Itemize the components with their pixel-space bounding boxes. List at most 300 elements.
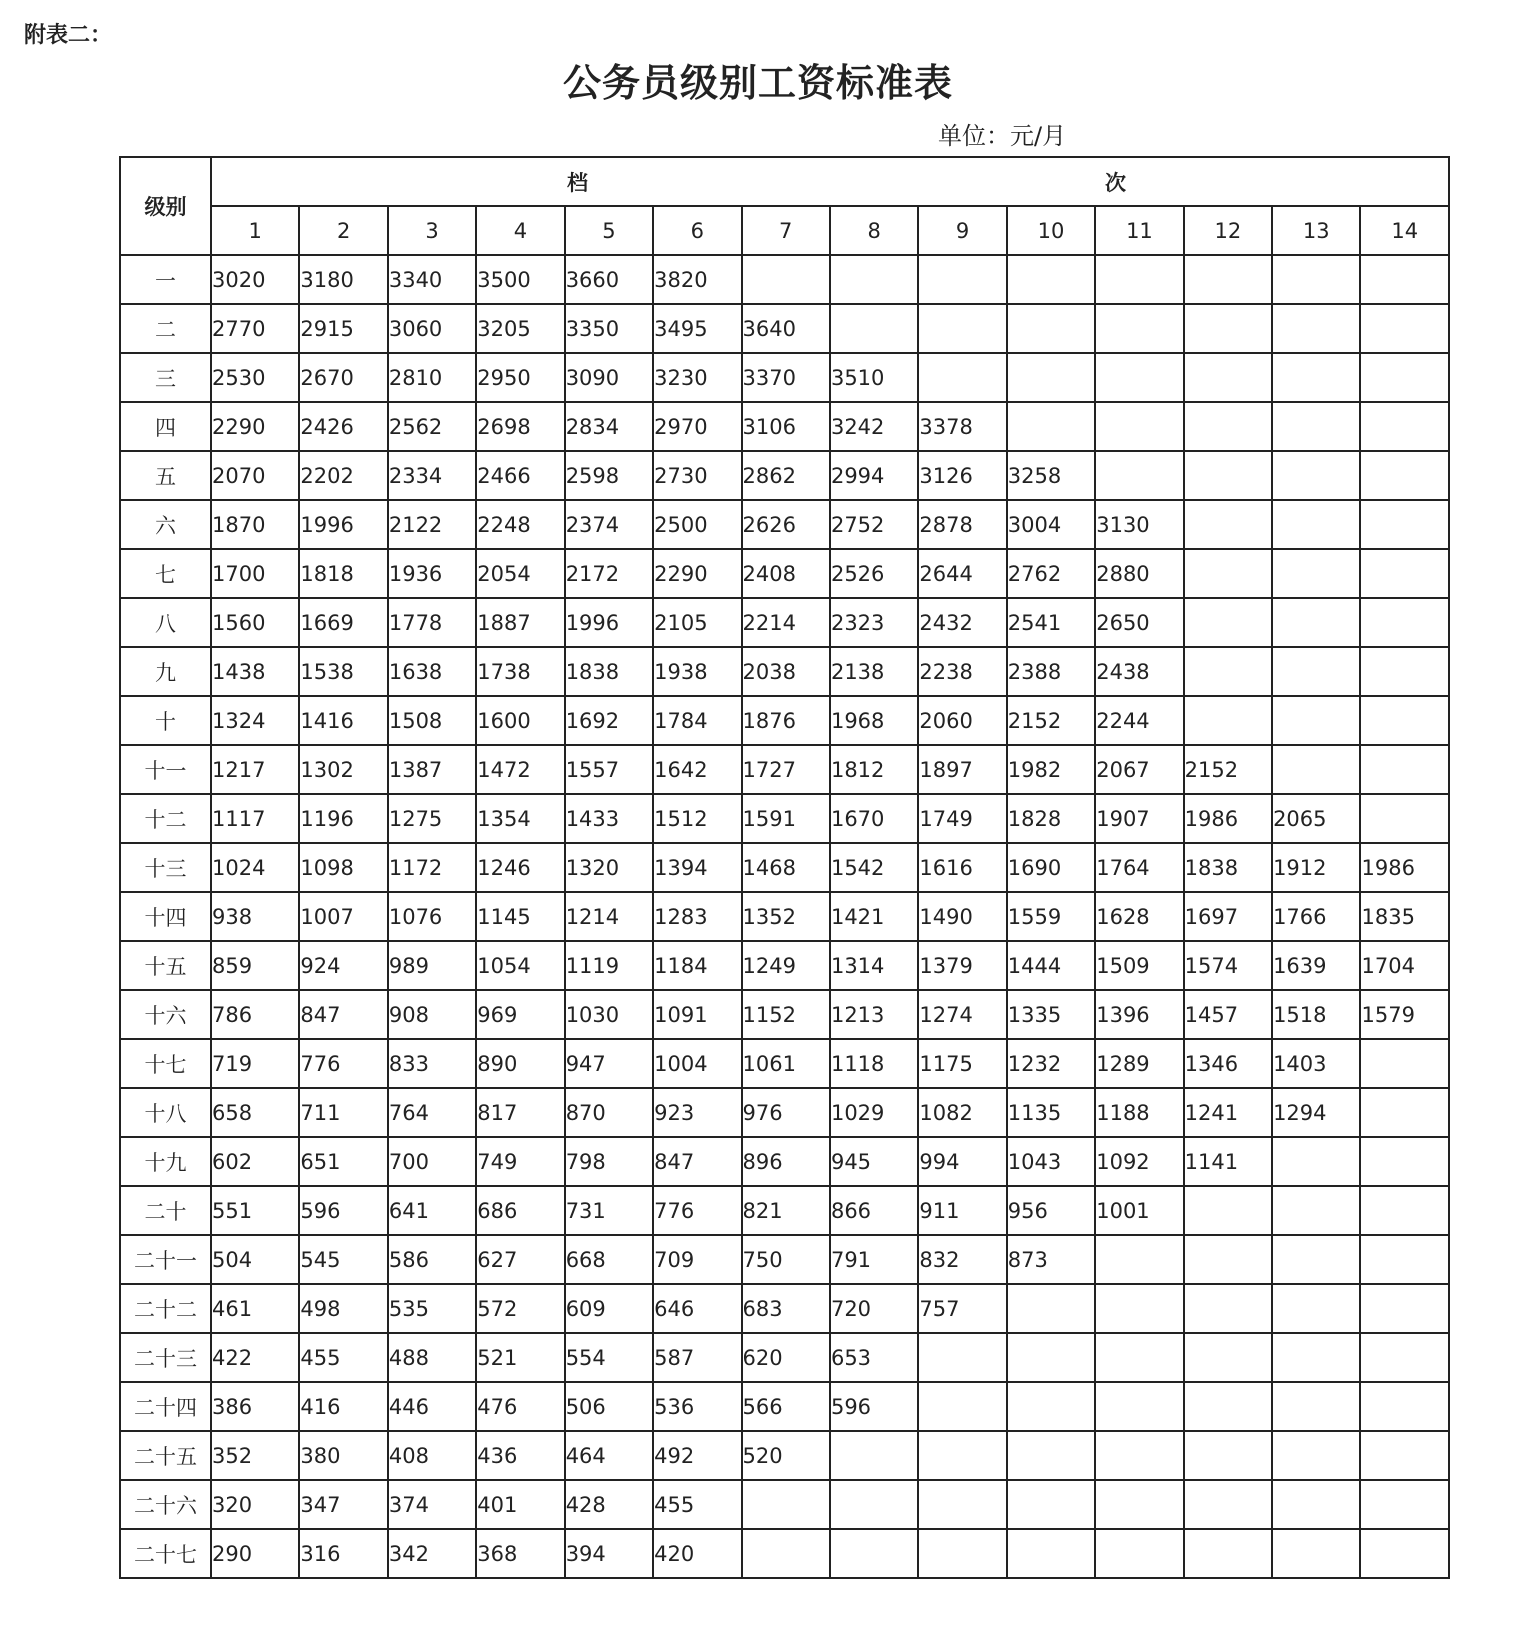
salary-cell: 2323 — [830, 598, 918, 647]
grade-cell: 一 — [120, 255, 211, 304]
salary-cell — [918, 304, 1006, 353]
salary-cell — [918, 353, 1006, 402]
salary-cell — [830, 1431, 918, 1480]
salary-cell — [1095, 1529, 1183, 1578]
salary-cell: 1557 — [565, 745, 653, 794]
salary-cell: 1986 — [1360, 843, 1449, 892]
grade-cell: 十 — [120, 696, 211, 745]
grade-cell: 二十四 — [120, 1382, 211, 1431]
salary-cell: 596 — [299, 1186, 387, 1235]
salary-cell: 352 — [211, 1431, 299, 1480]
salary-cell: 2752 — [830, 500, 918, 549]
salary-cell: 401 — [476, 1480, 564, 1529]
salary-cell: 1054 — [476, 941, 564, 990]
salary-cell — [1095, 304, 1183, 353]
salary-cell: 749 — [476, 1137, 564, 1186]
salary-cell: 1778 — [388, 598, 476, 647]
salary-cell — [1272, 402, 1360, 451]
grade-cell: 二十 — [120, 1186, 211, 1235]
salary-cell: 436 — [476, 1431, 564, 1480]
salary-cell: 1029 — [830, 1088, 918, 1137]
salary-cell — [918, 1382, 1006, 1431]
salary-cell — [830, 1480, 918, 1529]
salary-cell: 1302 — [299, 745, 387, 794]
salary-cell: 2770 — [211, 304, 299, 353]
grade-cell: 二十五 — [120, 1431, 211, 1480]
salary-cell: 446 — [388, 1382, 476, 1431]
salary-cell: 1320 — [565, 843, 653, 892]
salary-cell: 1117 — [211, 794, 299, 843]
table-row — [120, 1382, 1449, 1431]
salary-cell: 1986 — [1184, 794, 1272, 843]
salary-cell: 2598 — [565, 451, 653, 500]
salary-cell: 506 — [565, 1382, 653, 1431]
salary-cell: 3230 — [653, 353, 741, 402]
salary-cell: 658 — [211, 1088, 299, 1137]
salary-cell: 847 — [653, 1137, 741, 1186]
salary-cell: 535 — [388, 1284, 476, 1333]
salary-cell: 2438 — [1095, 647, 1183, 696]
step-number-cell: 1 — [211, 206, 299, 255]
salary-cell: 545 — [299, 1235, 387, 1284]
step-number-cell: 14 — [1360, 206, 1449, 255]
salary-cell: 1509 — [1095, 941, 1183, 990]
salary-cell: 976 — [742, 1088, 830, 1137]
salary-cell: 1727 — [742, 745, 830, 794]
salary-cell — [1095, 1333, 1183, 1382]
salary-cell: 1379 — [918, 941, 1006, 990]
salary-cell: 1091 — [653, 990, 741, 1039]
salary-cell: 956 — [1007, 1186, 1095, 1235]
salary-cell — [1095, 255, 1183, 304]
salary-cell: 1690 — [1007, 843, 1095, 892]
grade-cell: 十九 — [120, 1137, 211, 1186]
salary-cell: 1638 — [388, 647, 476, 696]
salary-cell — [742, 1480, 830, 1529]
salary-cell: 1274 — [918, 990, 1006, 1039]
step-number-row — [120, 206, 1449, 255]
salary-cell: 1876 — [742, 696, 830, 745]
grade-header: 级别 — [120, 157, 211, 255]
step-number-cell: 13 — [1272, 206, 1360, 255]
salary-cell: 2562 — [388, 402, 476, 451]
salary-cell — [742, 1529, 830, 1578]
salary-cell — [1272, 353, 1360, 402]
salary-cell: 2408 — [742, 549, 830, 598]
salary-cell: 551 — [211, 1186, 299, 1235]
salary-cell — [1095, 402, 1183, 451]
salary-cell: 1468 — [742, 843, 830, 892]
salary-cell — [1184, 255, 1272, 304]
salary-table — [119, 156, 1450, 1579]
salary-cell: 461 — [211, 1284, 299, 1333]
salary-cell — [1184, 549, 1272, 598]
salary-cell: 2994 — [830, 451, 918, 500]
salary-cell: 786 — [211, 990, 299, 1039]
salary-cell — [1095, 1431, 1183, 1480]
salary-cell — [1360, 1137, 1449, 1186]
salary-cell — [1184, 1529, 1272, 1578]
salary-cell: 1352 — [742, 892, 830, 941]
salary-cell: 586 — [388, 1235, 476, 1284]
salary-cell: 890 — [476, 1039, 564, 1088]
salary-cell — [1184, 1186, 1272, 1235]
step-header-right: 次 — [1105, 170, 1126, 195]
salary-cell: 1591 — [742, 794, 830, 843]
salary-cell: 1512 — [653, 794, 741, 843]
salary-cell — [1360, 255, 1449, 304]
salary-cell — [1184, 402, 1272, 451]
salary-cell: 1196 — [299, 794, 387, 843]
salary-cell: 498 — [299, 1284, 387, 1333]
salary-cell: 1387 — [388, 745, 476, 794]
salary-cell: 3378 — [918, 402, 1006, 451]
grade-cell: 二十七 — [120, 1529, 211, 1578]
salary-cell: 1092 — [1095, 1137, 1183, 1186]
salary-cell: 870 — [565, 1088, 653, 1137]
salary-cell — [1360, 598, 1449, 647]
salary-cell: 3126 — [918, 451, 1006, 500]
salary-cell — [1095, 353, 1183, 402]
step-number-cell: 11 — [1095, 206, 1183, 255]
salary-cell: 750 — [742, 1235, 830, 1284]
salary-cell: 3258 — [1007, 451, 1095, 500]
salary-cell: 821 — [742, 1186, 830, 1235]
salary-cell — [1184, 598, 1272, 647]
salary-cell: 873 — [1007, 1235, 1095, 1284]
table-row — [120, 892, 1449, 941]
salary-cell — [1184, 1235, 1272, 1284]
salary-cell: 832 — [918, 1235, 1006, 1284]
grade-cell: 二十六 — [120, 1480, 211, 1529]
table-row — [120, 353, 1449, 402]
salary-cell: 2334 — [388, 451, 476, 500]
salary-cell — [1272, 745, 1360, 794]
salary-cell: 1172 — [388, 843, 476, 892]
salary-cell — [1360, 500, 1449, 549]
salary-cell: 2172 — [565, 549, 653, 598]
salary-cell: 1119 — [565, 941, 653, 990]
salary-cell — [918, 1333, 1006, 1382]
salary-cell — [1272, 549, 1360, 598]
salary-cell: 1275 — [388, 794, 476, 843]
page-title: 公务员级别工资标准表 — [562, 61, 953, 105]
salary-cell: 609 — [565, 1284, 653, 1333]
salary-cell: 757 — [918, 1284, 1006, 1333]
salary-cell: 1642 — [653, 745, 741, 794]
table-row — [120, 1284, 1449, 1333]
salary-cell: 686 — [476, 1186, 564, 1235]
salary-cell: 1560 — [211, 598, 299, 647]
grade-cell: 十八 — [120, 1088, 211, 1137]
step-number-cell: 4 — [476, 206, 564, 255]
salary-cell: 896 — [742, 1137, 830, 1186]
salary-cell — [1272, 255, 1360, 304]
salary-cell: 536 — [653, 1382, 741, 1431]
table-row — [120, 990, 1449, 1039]
salary-cell: 1314 — [830, 941, 918, 990]
salary-cell — [1095, 1382, 1183, 1431]
salary-cell: 1559 — [1007, 892, 1095, 941]
step-number-cell: 7 — [742, 206, 830, 255]
salary-cell: 1838 — [565, 647, 653, 696]
salary-cell — [1360, 451, 1449, 500]
salary-cell — [1184, 1382, 1272, 1431]
salary-cell: 554 — [565, 1333, 653, 1382]
salary-cell — [1360, 1333, 1449, 1382]
salary-cell: 1004 — [653, 1039, 741, 1088]
salary-cell — [1360, 1529, 1449, 1578]
salary-cell: 1766 — [1272, 892, 1360, 941]
salary-cell — [1360, 696, 1449, 745]
salary-cell: 572 — [476, 1284, 564, 1333]
salary-cell: 798 — [565, 1137, 653, 1186]
salary-cell: 700 — [388, 1137, 476, 1186]
salary-cell: 596 — [830, 1382, 918, 1431]
salary-cell: 1188 — [1095, 1088, 1183, 1137]
salary-cell: 3640 — [742, 304, 830, 353]
salary-cell — [1007, 1333, 1095, 1382]
salary-cell — [1184, 1480, 1272, 1529]
salary-cell: 1936 — [388, 549, 476, 598]
step-header-left: 档 — [567, 170, 588, 195]
salary-cell: 908 — [388, 990, 476, 1039]
salary-cell: 1472 — [476, 745, 564, 794]
salary-cell — [1360, 1431, 1449, 1480]
salary-cell: 1542 — [830, 843, 918, 892]
salary-cell — [1272, 696, 1360, 745]
table-row — [120, 549, 1449, 598]
grade-cell: 二十三 — [120, 1333, 211, 1382]
salary-cell: 1403 — [1272, 1039, 1360, 1088]
salary-cell: 504 — [211, 1235, 299, 1284]
salary-cell: 3242 — [830, 402, 918, 451]
salary-cell — [1007, 304, 1095, 353]
attachment-label: 附表二： — [24, 23, 113, 48]
salary-cell: 1669 — [299, 598, 387, 647]
salary-cell: 1835 — [1360, 892, 1449, 941]
salary-cell: 1818 — [299, 549, 387, 598]
grade-cell: 八 — [120, 598, 211, 647]
salary-cell — [1007, 1480, 1095, 1529]
table-row — [120, 794, 1449, 843]
salary-cell: 2810 — [388, 353, 476, 402]
table-row — [120, 255, 1449, 304]
salary-cell: 428 — [565, 1480, 653, 1529]
grade-cell: 十六 — [120, 990, 211, 1039]
salary-cell — [1272, 1480, 1360, 1529]
salary-cell — [1272, 1284, 1360, 1333]
salary-cell: 668 — [565, 1235, 653, 1284]
grade-cell: 二 — [120, 304, 211, 353]
salary-cell: 2834 — [565, 402, 653, 451]
salary-cell — [1095, 451, 1183, 500]
salary-cell — [1360, 1382, 1449, 1431]
grade-cell: 五 — [120, 451, 211, 500]
table-row — [120, 304, 1449, 353]
salary-cell: 1246 — [476, 843, 564, 892]
salary-cell — [1360, 1186, 1449, 1235]
salary-cell: 342 — [388, 1529, 476, 1578]
salary-cell: 1396 — [1095, 990, 1183, 1039]
grade-cell: 二十二 — [120, 1284, 211, 1333]
salary-cell: 2915 — [299, 304, 387, 353]
salary-cell: 320 — [211, 1480, 299, 1529]
salary-cell: 989 — [388, 941, 476, 990]
salary-cell: 2426 — [299, 402, 387, 451]
salary-cell — [918, 1431, 1006, 1480]
salary-cell: 1700 — [211, 549, 299, 598]
salary-cell: 2060 — [918, 696, 1006, 745]
salary-cell: 1076 — [388, 892, 476, 941]
salary-cell: 1001 — [1095, 1186, 1183, 1235]
salary-cell — [1007, 255, 1095, 304]
salary-cell: 2650 — [1095, 598, 1183, 647]
grade-cell: 七 — [120, 549, 211, 598]
salary-cell: 847 — [299, 990, 387, 1039]
step-number-cell: 3 — [388, 206, 476, 255]
salary-cell — [1184, 304, 1272, 353]
salary-cell: 911 — [918, 1186, 1006, 1235]
salary-cell: 1082 — [918, 1088, 1006, 1137]
step-number-cell: 12 — [1184, 206, 1272, 255]
salary-cell: 1061 — [742, 1039, 830, 1088]
salary-cell: 1938 — [653, 647, 741, 696]
salary-cell: 2950 — [476, 353, 564, 402]
salary-cell: 3130 — [1095, 500, 1183, 549]
salary-cell: 947 — [565, 1039, 653, 1088]
salary-cell: 3090 — [565, 353, 653, 402]
salary-cell — [1272, 1333, 1360, 1382]
salary-cell: 641 — [388, 1186, 476, 1235]
salary-cell: 653 — [830, 1333, 918, 1382]
salary-cell: 817 — [476, 1088, 564, 1137]
salary-cell: 2202 — [299, 451, 387, 500]
salary-cell: 2644 — [918, 549, 1006, 598]
table-body — [120, 255, 1449, 1578]
salary-cell — [830, 255, 918, 304]
salary-cell: 720 — [830, 1284, 918, 1333]
salary-cell: 791 — [830, 1235, 918, 1284]
salary-cell — [1272, 451, 1360, 500]
salary-cell: 2290 — [211, 402, 299, 451]
salary-cell — [830, 1529, 918, 1578]
salary-cell: 2054 — [476, 549, 564, 598]
table-row — [120, 451, 1449, 500]
salary-cell: 2152 — [1007, 696, 1095, 745]
salary-cell: 2466 — [476, 451, 564, 500]
salary-cell: 2122 — [388, 500, 476, 549]
salary-cell — [1272, 304, 1360, 353]
salary-cell: 1213 — [830, 990, 918, 1039]
table-row — [120, 1431, 1449, 1480]
table-row — [120, 1186, 1449, 1235]
salary-cell: 2530 — [211, 353, 299, 402]
salary-cell — [918, 255, 1006, 304]
salary-cell: 520 — [742, 1431, 830, 1480]
salary-cell: 394 — [565, 1529, 653, 1578]
salary-cell: 386 — [211, 1382, 299, 1431]
salary-cell: 1289 — [1095, 1039, 1183, 1088]
salary-cell: 488 — [388, 1333, 476, 1382]
salary-cell: 566 — [742, 1382, 830, 1431]
salary-cell: 2880 — [1095, 549, 1183, 598]
salary-cell: 455 — [299, 1333, 387, 1382]
salary-cell: 1518 — [1272, 990, 1360, 1039]
table-row — [120, 843, 1449, 892]
salary-cell: 1784 — [653, 696, 741, 745]
salary-cell: 1438 — [211, 647, 299, 696]
grade-cell: 三 — [120, 353, 211, 402]
salary-cell: 969 — [476, 990, 564, 1039]
salary-cell: 492 — [653, 1431, 741, 1480]
salary-cell — [1007, 353, 1095, 402]
salary-cell: 2244 — [1095, 696, 1183, 745]
salary-cell: 1283 — [653, 892, 741, 941]
salary-cell: 1670 — [830, 794, 918, 843]
salary-cell: 2152 — [1184, 745, 1272, 794]
salary-cell: 1457 — [1184, 990, 1272, 1039]
grade-cell: 十二 — [120, 794, 211, 843]
salary-cell: 1024 — [211, 843, 299, 892]
salary-cell: 3106 — [742, 402, 830, 451]
salary-cell — [1184, 353, 1272, 402]
salary-cell: 2970 — [653, 402, 741, 451]
salary-cell: 1135 — [1007, 1088, 1095, 1137]
salary-cell: 1141 — [1184, 1137, 1272, 1186]
salary-cell: 1043 — [1007, 1137, 1095, 1186]
salary-cell: 1704 — [1360, 941, 1449, 990]
salary-cell — [1272, 1382, 1360, 1431]
salary-cell: 2290 — [653, 549, 741, 598]
salary-cell: 1628 — [1095, 892, 1183, 941]
salary-cell — [1184, 696, 1272, 745]
salary-cell — [918, 1480, 1006, 1529]
salary-cell — [1272, 1431, 1360, 1480]
salary-cell: 3820 — [653, 255, 741, 304]
salary-cell: 2626 — [742, 500, 830, 549]
salary-cell: 1249 — [742, 941, 830, 990]
salary-cell: 464 — [565, 1431, 653, 1480]
salary-cell: 859 — [211, 941, 299, 990]
salary-cell — [1272, 1137, 1360, 1186]
salary-cell: 2374 — [565, 500, 653, 549]
salary-cell: 1616 — [918, 843, 1006, 892]
salary-cell — [1184, 647, 1272, 696]
salary-cell: 1600 — [476, 696, 564, 745]
salary-cell — [830, 304, 918, 353]
salary-cell — [1007, 402, 1095, 451]
salary-cell: 374 — [388, 1480, 476, 1529]
salary-cell: 408 — [388, 1431, 476, 1480]
salary-cell: 1175 — [918, 1039, 1006, 1088]
salary-cell: 683 — [742, 1284, 830, 1333]
salary-cell: 923 — [653, 1088, 741, 1137]
salary-cell: 2541 — [1007, 598, 1095, 647]
salary-cell: 1118 — [830, 1039, 918, 1088]
table-row — [120, 696, 1449, 745]
salary-cell: 420 — [653, 1529, 741, 1578]
salary-cell: 646 — [653, 1284, 741, 1333]
salary-cell: 2070 — [211, 451, 299, 500]
salary-cell: 3205 — [476, 304, 564, 353]
salary-cell: 776 — [299, 1039, 387, 1088]
salary-cell: 1996 — [565, 598, 653, 647]
salary-cell: 1838 — [1184, 843, 1272, 892]
salary-cell: 2432 — [918, 598, 1006, 647]
salary-cell — [1360, 1284, 1449, 1333]
salary-cell: 3340 — [388, 255, 476, 304]
